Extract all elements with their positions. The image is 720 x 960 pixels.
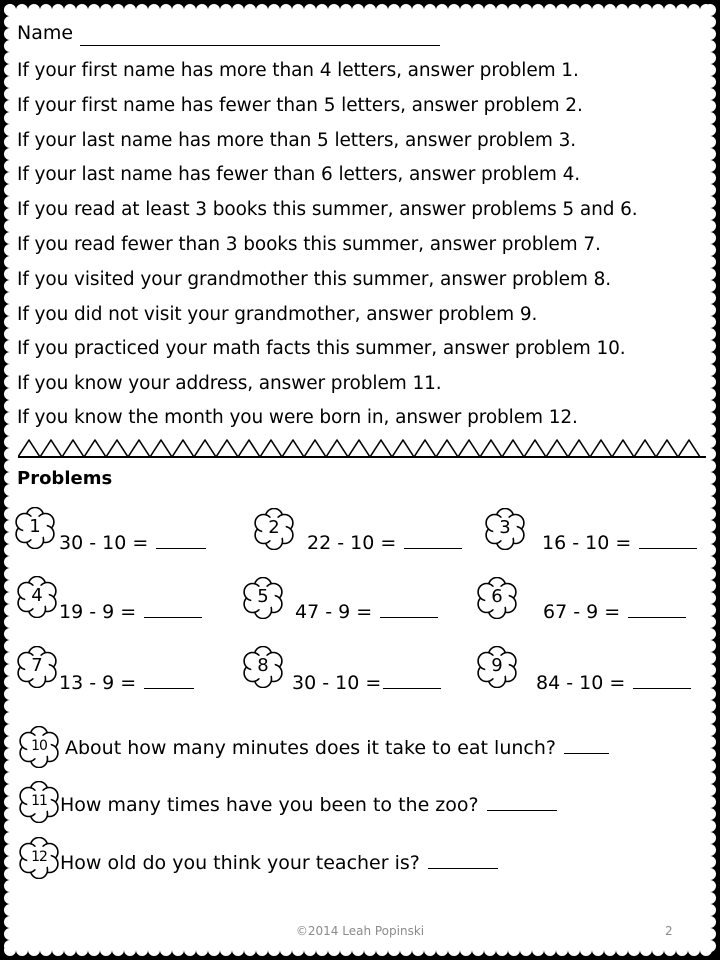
flower-number-icon [476, 577, 518, 619]
problems-heading: Problems [17, 468, 113, 489]
problem-6 [543, 601, 686, 623]
answer-blank[interactable] [383, 686, 441, 689]
problem-number: 1 [29, 516, 41, 537]
name-label: Name [17, 22, 74, 44]
condition-4: If your last name has fewer than 6 letters, answer problem 4. [17, 164, 581, 185]
problem-expression: 19 - 9 = [59, 601, 137, 623]
problem-1 [59, 532, 206, 554]
answer-blank[interactable] [144, 615, 202, 618]
problem-8 [292, 672, 441, 694]
problem-number: 4 [31, 585, 43, 606]
zigzag-divider [18, 428, 706, 464]
flower-number-icon [253, 508, 295, 550]
problem-number: 7 [31, 655, 43, 676]
flower-number-icon [18, 837, 60, 879]
problem-expression: 84 - 10 = [536, 672, 626, 694]
problem-11 [60, 794, 557, 816]
condition-2: If your first name has fewer than 5 letters, answer problem 2. [17, 95, 583, 116]
problem-number: 11 [31, 793, 47, 809]
flower-number-icon [242, 646, 284, 688]
worksheet-page [10, 10, 710, 950]
problem-number: 10 [31, 738, 47, 754]
word-problem-question: How many times have you been to the zoo? [60, 794, 479, 816]
problem-expression: 47 - 9 = [295, 601, 373, 623]
flower-number-icon [18, 781, 60, 823]
condition-8: If you did not visit your grandmother, answer problem 9. [17, 304, 538, 325]
answer-blank[interactable] [628, 615, 686, 618]
word-problem-question: About how many minutes does it take to eat lunch? [65, 737, 556, 759]
problem-number: 12 [31, 849, 47, 865]
answer-blank[interactable] [487, 808, 557, 811]
answer-blank[interactable] [639, 546, 697, 549]
answer-blank[interactable] [144, 686, 194, 689]
condition-1: If your first name has more than 4 letters, answer problem 1. [17, 60, 579, 81]
condition-9: If you practiced your math facts this summer, answer problem 10. [17, 338, 626, 359]
answer-blank[interactable] [404, 546, 462, 549]
problem-4 [59, 601, 202, 623]
answer-blank[interactable] [428, 866, 498, 869]
problem-number: 2 [268, 517, 280, 538]
problem-number: 6 [491, 586, 503, 607]
problem-2 [307, 532, 462, 554]
problem-3 [542, 532, 697, 554]
problem-number: 8 [257, 655, 269, 676]
flower-number-icon [14, 507, 56, 549]
problem-expression: 16 - 10 = [542, 532, 632, 554]
condition-10: If you know your address, answer problem 11. [17, 373, 442, 394]
problem-expression: 13 - 9 = [59, 672, 137, 694]
answer-blank[interactable] [633, 686, 691, 689]
flower-number-icon [484, 508, 526, 550]
problem-12 [60, 852, 498, 874]
flower-number-icon [476, 646, 518, 688]
problem-5 [295, 601, 438, 623]
problem-number: 5 [257, 586, 269, 607]
condition-5: If you read at least 3 books this summer, answer problems 5 and 6. [17, 199, 638, 220]
word-problem-question: How old do you think your teacher is? [60, 852, 420, 874]
problem-expression: 22 - 10 = [307, 532, 397, 554]
problem-10 [65, 737, 609, 759]
flower-number-icon [18, 726, 60, 768]
condition-11: If you know the month you were born in, answer problem 12. [17, 407, 578, 428]
condition-6: If you read fewer than 3 books this summer, answer problem 7. [17, 234, 601, 255]
problem-expression: 30 - 10 = [292, 672, 382, 694]
problem-7 [59, 672, 194, 694]
problem-9 [536, 672, 691, 694]
condition-7: If you visited your grandmother this summer, answer problem 8. [17, 269, 612, 290]
page-number: 2 [665, 924, 673, 938]
problem-number: 3 [499, 517, 511, 538]
flower-number-icon [16, 646, 58, 688]
copyright-footer: ©2014 Leah Popinski [295, 924, 425, 938]
flower-number-icon [242, 577, 284, 619]
name-blank-line[interactable] [80, 45, 440, 46]
problem-expression: 30 - 10 = [59, 532, 149, 554]
problem-number: 9 [491, 655, 503, 676]
answer-blank[interactable] [380, 615, 438, 618]
answer-blank[interactable] [564, 751, 609, 754]
condition-3: If your last name has more than 5 letters, answer problem 3. [17, 130, 577, 151]
problem-expression: 67 - 9 = [543, 601, 621, 623]
answer-blank[interactable] [156, 546, 206, 549]
flower-number-icon [16, 576, 58, 618]
